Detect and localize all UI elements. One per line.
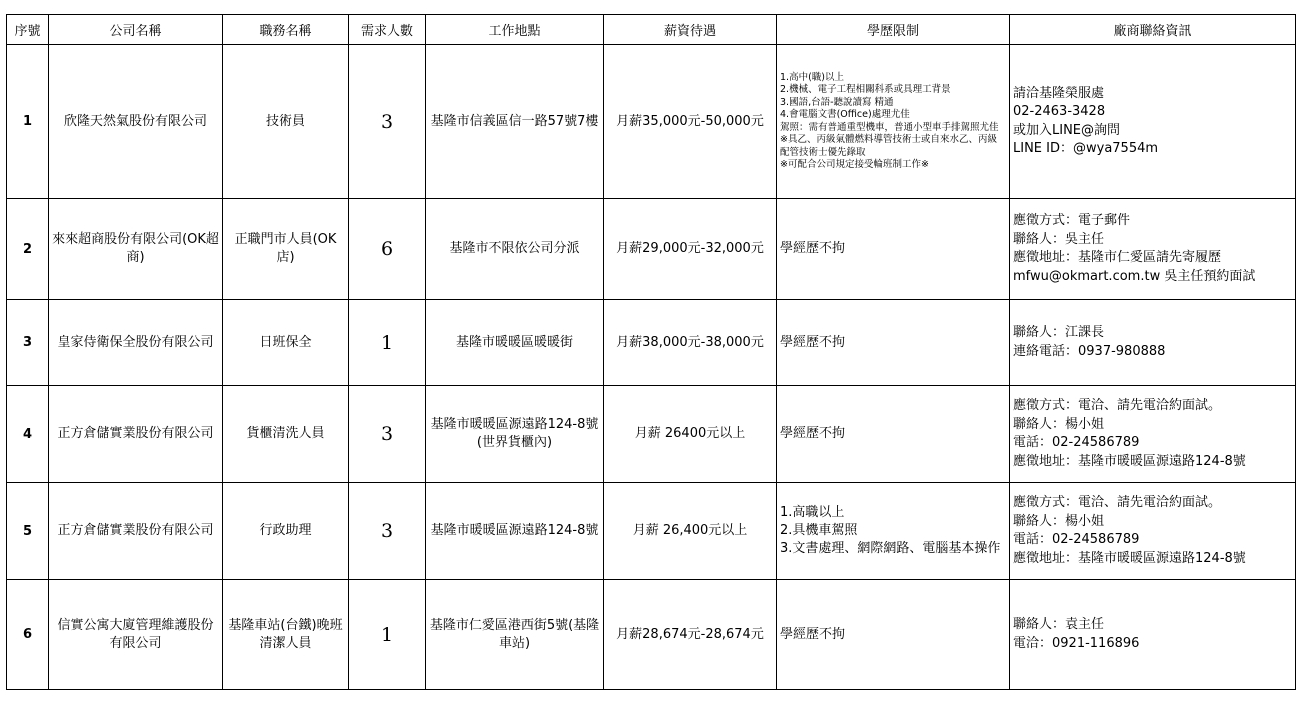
work-location-cell: 基隆市仁愛區港西街5號(基隆車站) [426,580,604,690]
table-row [7,199,1296,300]
table-row [7,45,1296,199]
salary-cell: 月薪29,000元-32,000元 [604,199,777,300]
contact-line: 或加入LINE@詢問 [1013,122,1121,138]
row-index-cell: 1 [7,45,49,199]
education-line: 3.文書處理、網際網路、電腦基本操作 [780,541,1001,556]
headcount-cell: 1 [349,300,426,386]
work-location-cell: 基隆市暖暖區源遠路124-8號 [426,483,604,580]
education-line: 3.國語,台語-聽說讀寫 精通 [780,96,894,108]
table-row [7,300,1296,386]
contact-line: LINE ID：@wya7554m [1013,141,1159,156]
headcount-cell: 3 [349,45,426,199]
job-title-cell: 日班保全 [223,300,349,386]
contact-line: 應徵地址：基隆市仁愛區請先寄履歷 [1013,250,1222,265]
education-line: ※具乙、丙級氣體燃料導管技術士或自來水乙、丙級配管技術士優先錄取 [780,134,997,158]
education-line: 1.高中(職)以上 [780,71,844,83]
contact-line: 請洽基隆榮服處 [1013,85,1105,101]
education-line: 學經歷不拘 [780,426,846,441]
contact-line: 電話：02-24586789 [1013,532,1140,547]
table-row [7,386,1296,483]
contact-line: 應徵地址：基隆市暖暖區源遠路124-8號 [1013,453,1246,469]
header-contact: 廠商聯絡資訊 [1010,15,1296,45]
contact-line: 電洽：0921-116896 [1013,635,1140,651]
education-cell [777,199,1010,300]
header-idx: 序號 [7,15,49,45]
company-name-cell: 正方倉儲實業股份有限公司 [49,483,223,580]
contact-line: 聯絡人：吳主任 [1013,231,1105,247]
salary-cell: 月薪28,674元-28,674元 [604,580,777,690]
contact-cell [1010,300,1296,386]
job-title-cell: 行政助理 [223,483,349,580]
salary-cell: 月薪35,000元-50,000元 [604,45,777,199]
contact-line: 應徵地址：基隆市暖暖區源遠路124-8號 [1013,550,1246,566]
header-education: 學歷限制 [777,15,1010,45]
job-title-cell: 正職門市人員(OK店) [223,199,349,300]
salary-cell: 月薪 26,400元以上 [604,483,777,580]
job-listing-table [6,14,1296,690]
education-cell [777,580,1010,690]
row-index-cell: 6 [7,580,49,690]
contact-line: 聯絡人：楊小姐 [1013,416,1105,432]
header-title: 職務名稱 [223,15,349,45]
education-line: 學經歷不拘 [780,626,846,642]
contact-cell [1010,199,1296,300]
education-line: 2.機械、電子工程相關科系或具理工背景 [780,84,951,95]
headcount-cell: 3 [349,386,426,483]
company-name-cell: 來來超商股份有限公司(OK超商) [49,199,223,300]
headcount-cell: 6 [349,199,426,300]
contact-line: 應徵方式：電洽、請先電洽約面試。 [1013,398,1222,413]
education-cell [777,386,1010,483]
salary-cell: 月薪 26400元以上 [604,386,777,483]
work-location-cell: 基隆市信義區信一路57號7樓 [426,45,604,199]
education-line: 學經歷不拘 [780,334,846,350]
row-index-cell: 3 [7,300,49,386]
contact-line: 02-2463-3428 [1013,104,1106,119]
education-cell [777,483,1010,580]
contact-cell [1010,483,1296,580]
header-count: 需求人數 [349,15,426,45]
education-line: 1.高職以上 [780,505,845,520]
education-cell [777,300,1010,386]
header-location: 工作地點 [426,15,604,45]
headcount-cell: 1 [349,580,426,690]
education-line: 學經歷不拘 [780,241,846,256]
education-line: 4.會電腦文書(Office)處理尤佳 [780,109,910,120]
job-title-cell: 基隆車站(台鐵)晚班清潔人員 [223,580,349,690]
row-index-cell: 4 [7,386,49,483]
education-line: 駕照：需有普通重型機車，普通小型車手排駕照尤佳 [780,121,999,133]
salary-cell: 月薪38,000元-38,000元 [604,300,777,386]
header-company: 公司名稱 [49,15,223,45]
contact-cell [1010,580,1296,690]
table-row [7,580,1296,690]
education-line: ※可配合公司規定接受輪班制工作※ [780,159,929,170]
contact-line: 應徵方式：電子郵件 [1013,213,1131,228]
job-title-cell: 技術員 [223,45,349,199]
contact-line: 電話：02-24586789 [1013,435,1140,450]
contact-line: 聯絡人：袁主任 [1013,617,1105,632]
work-location-cell: 基隆市不限依公司分派 [426,199,604,300]
contact-cell [1010,386,1296,483]
company-name-cell: 皇家侍衛保全股份有限公司 [49,300,223,386]
header-salary: 薪資待遇 [604,15,777,45]
table-body [7,45,1296,690]
company-name-cell: 欣隆天然氣股份有限公司 [49,45,223,199]
row-index-cell: 5 [7,483,49,580]
company-name-cell: 正方倉儲實業股份有限公司 [49,386,223,483]
table-row [7,483,1296,580]
headcount-cell: 3 [349,483,426,580]
contact-line: 聯絡人：楊小姐 [1013,513,1105,529]
education-line: 2.具機車駕照 [780,523,858,538]
contact-line: mfwu@okmart.com.tw 吳主任預約面試 [1013,268,1256,284]
education-cell [777,45,1010,199]
contact-line: 應徵方式：電洽、請先電洽約面試。 [1013,495,1222,510]
contact-cell [1010,45,1296,199]
contact-line: 連絡電話：0937-980888 [1013,343,1166,359]
company-name-cell: 信實公寓大廈管理維護股份有限公司 [49,580,223,690]
contact-line: 聯絡人：江課長 [1013,325,1105,340]
table-header-row [7,15,1296,45]
row-index-cell: 2 [7,199,49,300]
work-location-cell: 基隆市暖暖區暖暖街 [426,300,604,386]
work-location-cell: 基隆市暖暖區源遠路124-8號(世界貨櫃內) [426,386,604,483]
job-title-cell: 貨櫃清洗人員 [223,386,349,483]
